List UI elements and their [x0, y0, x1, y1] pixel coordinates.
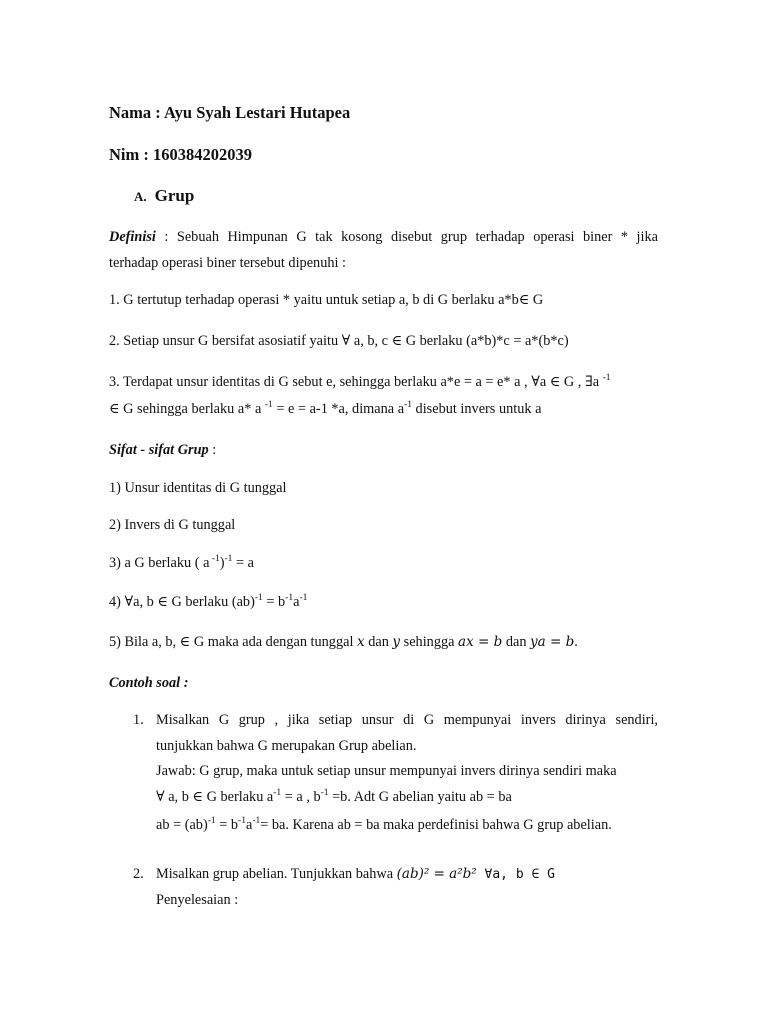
- definition-term: Definisi: [109, 229, 156, 245]
- definition-line-2: terhadap operasi biner tersebut dipenuhi :: [109, 255, 347, 271]
- math-equation: ax = b: [458, 634, 503, 650]
- question-1-answer-line-1: Jawab: G grup, maka untuk setiap unsur mempunyai invers dirinya sendiri maka: [156, 763, 617, 779]
- question-2-number: 2.: [133, 866, 144, 882]
- superscript: -1: [320, 788, 329, 798]
- text-part: = ba. Karena ab = ba maka perdefinisi bahwa G grup abelian.: [260, 817, 612, 833]
- question-1-answer-line-3: [156, 816, 612, 834]
- text-part: =b. Adt G abelian yaitu ab = ba: [328, 789, 512, 805]
- math-var-x: x: [357, 634, 365, 650]
- superscript: -1: [254, 593, 263, 603]
- math-var-y: y: [392, 634, 401, 650]
- superscript: -1: [209, 554, 220, 564]
- section-title: Grup: [154, 186, 195, 205]
- section-heading: [134, 187, 194, 206]
- definition-text-1: : Sebuah Himpunan G tak kosong disebut grup terhadap operasi biner * jika: [164, 229, 658, 245]
- examples-heading: Contoh soal :: [109, 675, 189, 691]
- text-part: dan: [364, 634, 393, 650]
- superscript: -1: [264, 400, 273, 410]
- question-2-line-2: Penyelesaian :: [156, 892, 239, 908]
- math-quantifier: ∀a, b ∈ G: [476, 867, 555, 882]
- text-part: = b: [262, 594, 286, 610]
- text-part: 5) Bila a, b, ∈ G maka ada dengan tunggal: [109, 634, 357, 650]
- text-part: ): [219, 555, 225, 571]
- properties-heading: [109, 441, 216, 459]
- text-part: disebut invers untuk a: [411, 401, 542, 417]
- text-part: Misalkan grup abelian. Tunjukkan bahwa: [156, 866, 397, 882]
- superscript: -1: [299, 593, 308, 603]
- text-part: 3) a G berlaku ( a: [109, 555, 210, 571]
- superscript: -1: [224, 554, 233, 564]
- properties-heading-colon: :: [208, 442, 217, 458]
- student-nim: Nim : 160384202039: [109, 145, 252, 164]
- question-1-line-1: Misalkan G grup , jika setiap unsur di G mempunyai invers dirinya sendiri,: [156, 712, 658, 728]
- superscript: -1: [273, 788, 282, 798]
- axiom-identity-line-2: [109, 400, 541, 418]
- superscript: -1: [252, 816, 261, 826]
- text-part: ∀ a, b ∈ G berlaku a: [156, 789, 274, 805]
- text-part: = e = a-1 *a, dimana a: [272, 401, 405, 417]
- property-2: 2) Invers di G tunggal: [109, 517, 236, 533]
- question-1-line-2: tunjukkan bahwa G merupakan Grup abelian.: [156, 738, 417, 754]
- text-part: = b: [215, 817, 239, 833]
- section-label: A.: [134, 189, 147, 204]
- superscript: -1: [238, 816, 246, 826]
- superscript: -1: [602, 373, 611, 383]
- math-equation: ya = b: [530, 634, 575, 650]
- question-2-line-1: [156, 865, 555, 884]
- superscript: -1: [207, 816, 216, 826]
- text-part: = a , b: [281, 789, 321, 805]
- superscript: -1: [285, 593, 294, 603]
- text-part: ab = (ab): [156, 817, 208, 833]
- text-part: dan: [502, 634, 531, 650]
- property-4: [109, 593, 307, 611]
- property-5: [109, 633, 578, 651]
- axiom-identity-text: 3. Terdapat unsur identitas di G sebut e, sehingga berlaku a*e = a = e* a , ∀a ∈ G , ∃a: [109, 374, 600, 390]
- properties-heading-text: Sifat - sifat Grup: [109, 442, 209, 458]
- text-part: = a: [232, 555, 254, 571]
- superscript: -1: [404, 400, 412, 410]
- question-1-number: 1.: [133, 712, 144, 728]
- text-part: sehingga: [400, 634, 459, 650]
- student-name: Nama : Ayu Syah Lestari Hutapea: [109, 103, 351, 122]
- text-part: 4) ∀a, b ∈ G berlaku (ab): [109, 594, 255, 610]
- question-1-answer-line-2: [156, 788, 512, 806]
- text-part: .: [574, 634, 578, 650]
- text-part: a: [245, 817, 253, 833]
- text-part: a: [293, 594, 300, 610]
- definition-line-1: [109, 228, 658, 246]
- property-3: [109, 554, 254, 572]
- axiom-associative: 2. Setiap unsur G bersifat asosiatif yaitu ∀ a, b, c ∈ G berlaku (a*b)*c = a*(b*c): [109, 333, 569, 349]
- property-1: 1) Unsur identitas di G tunggal: [109, 480, 287, 496]
- text-part: ∈ G sehingga berlaku a* a: [109, 401, 262, 417]
- axiom-closure: 1. G tertutup terhadap operasi * yaitu untuk setiap a, b di G berlaku a*b∈ G: [109, 292, 544, 308]
- math-equation: (ab)² = a²b²: [396, 866, 477, 882]
- axiom-identity-line-1: [109, 373, 611, 391]
